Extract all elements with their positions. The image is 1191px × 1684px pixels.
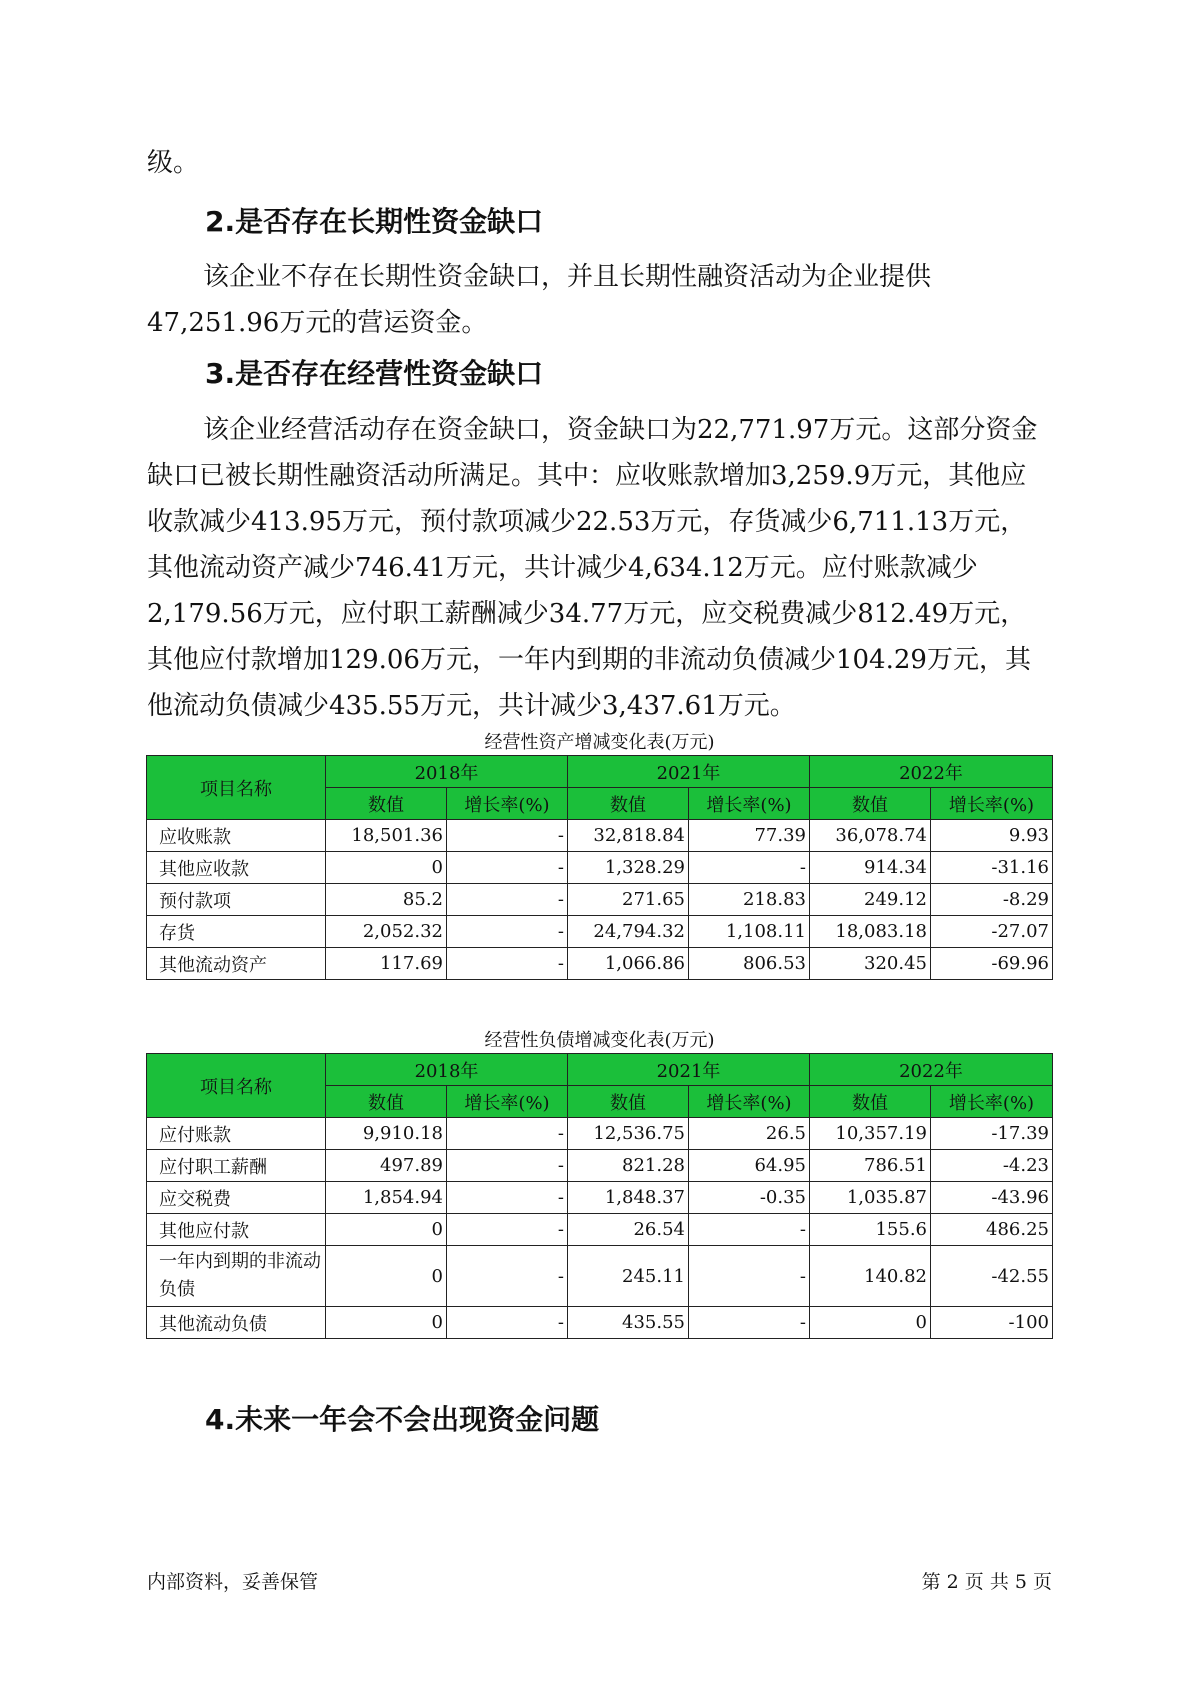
column-header-value: 数值	[810, 1086, 931, 1118]
cell-growth-rate: -31.16	[931, 852, 1053, 884]
cell-growth-rate: -	[447, 852, 568, 884]
table-header-row	[147, 756, 1053, 788]
cell-value: 12,536.75	[568, 1118, 689, 1150]
row-item-name: 其他应付款	[147, 1214, 326, 1246]
column-header-item: 项目名称	[147, 756, 326, 820]
cell-growth-rate: -	[447, 884, 568, 916]
cell-value: 9,910.18	[326, 1118, 447, 1150]
column-header-rate: 增长率(%)	[689, 788, 810, 820]
table-row	[147, 1307, 1053, 1339]
cell-growth-rate: -0.35	[689, 1182, 810, 1214]
cell-value: 155.6	[810, 1214, 931, 1246]
cell-value: 821.28	[568, 1150, 689, 1182]
cell-value: 786.51	[810, 1150, 931, 1182]
row-item-name: 其他应收款	[147, 852, 326, 884]
cell-growth-rate: -42.55	[931, 1246, 1053, 1307]
column-header-rate: 增长率(%)	[689, 1086, 810, 1118]
row-item-name: 存货	[147, 916, 326, 948]
cell-growth-rate: -	[447, 1307, 568, 1339]
cell-value: 1,848.37	[568, 1182, 689, 1214]
section-2-heading: 2.是否存在长期性资金缺口	[205, 205, 544, 238]
section-4-heading: 4.未来一年会不会出现资金问题	[205, 1403, 600, 1436]
column-header-year: 2022年	[810, 756, 1053, 788]
cell-growth-rate: -69.96	[931, 948, 1053, 980]
cell-growth-rate: -	[447, 1150, 568, 1182]
cell-value: 0	[326, 852, 447, 884]
cell-value: 2,052.32	[326, 916, 447, 948]
cell-growth-rate: -	[447, 1214, 568, 1246]
table-1-caption: 经营性资产增减变化表(万元)	[484, 732, 715, 753]
cell-growth-rate: -17.39	[931, 1118, 1053, 1150]
cell-growth-rate: -43.96	[931, 1182, 1053, 1214]
cell-growth-rate: -	[447, 820, 568, 852]
column-header-value: 数值	[326, 788, 447, 820]
cell-growth-rate: 1,108.11	[689, 916, 810, 948]
table-row	[147, 852, 1053, 884]
cell-value: 26.54	[568, 1214, 689, 1246]
cell-growth-rate: -100	[931, 1307, 1053, 1339]
cell-growth-rate: -	[689, 1246, 810, 1307]
column-header-value: 数值	[568, 1086, 689, 1118]
cell-value: 497.89	[326, 1150, 447, 1182]
cell-growth-rate: -	[689, 852, 810, 884]
table-row	[147, 1214, 1053, 1246]
column-header-year: 2021年	[568, 756, 810, 788]
cell-growth-rate: -	[447, 1118, 568, 1150]
cell-growth-rate: 9.93	[931, 820, 1053, 852]
section-3-heading: 3.是否存在经营性资金缺口	[205, 357, 544, 390]
section-2-paragraph: 该企业不存在长期性资金缺口，并且长期性融资活动为企业提供47,251.96万元的营运资金。	[147, 262, 932, 338]
row-item-name: 应付职工薪酬	[147, 1150, 326, 1182]
cell-value: 32,818.84	[568, 820, 689, 852]
cell-value: 1,854.94	[326, 1182, 447, 1214]
row-item-name: 其他流动资产	[147, 948, 326, 980]
cell-growth-rate: -4.23	[931, 1150, 1053, 1182]
table-row	[147, 1118, 1053, 1150]
cell-growth-rate: 806.53	[689, 948, 810, 980]
operating-assets-table	[146, 755, 1053, 980]
cell-value: 249.12	[810, 884, 931, 916]
row-item-name: 其他流动负债	[147, 1307, 326, 1339]
cell-growth-rate: -	[447, 1246, 568, 1307]
table-row	[147, 820, 1053, 852]
row-item-name: 一年内到期的非流动负债	[147, 1246, 326, 1307]
table-header-row	[147, 1054, 1053, 1086]
cell-growth-rate: 486.25	[931, 1214, 1053, 1246]
section-3-paragraph: 该企业经营活动存在资金缺口，资金缺口为22,771.97万元。这部分资金缺口已被长期性融资活动所满足。其中：应收账款增加3,259.9万元，其他应收款减少413.95万元，预付款项减少22.53万元，存货减少6,711.13万元，其他流动资产减少746.41万元，共计减少4,634.12万元。应付账款减少2,179.56万元，应付职工薪酬减少34.77万元，应交税费减少812.49万元，其他应付款增加129.06万元，一年内到期的非流动负债减少104.29万元，其他流动负债减少435.55万元，共计减少3,437.61万元。	[147, 415, 1038, 721]
table-row	[147, 1150, 1053, 1182]
table-2-caption: 经营性负债增减变化表(万元)	[484, 1030, 715, 1051]
cell-growth-rate: -	[689, 1214, 810, 1246]
footer-confidential-note: 内部资料，妥善保管	[147, 1571, 319, 1593]
cell-value: 18,083.18	[810, 916, 931, 948]
cell-growth-rate: -	[447, 1182, 568, 1214]
operating-liabilities-table	[146, 1053, 1053, 1339]
column-header-year: 2021年	[568, 1054, 810, 1086]
cell-growth-rate: -27.07	[931, 916, 1053, 948]
column-header-rate: 增长率(%)	[447, 1086, 568, 1118]
column-header-value: 数值	[810, 788, 931, 820]
column-header-year: 2022年	[810, 1054, 1053, 1086]
cell-growth-rate: 77.39	[689, 820, 810, 852]
cell-value: 1,328.29	[568, 852, 689, 884]
row-item-name: 应交税费	[147, 1182, 326, 1214]
row-item-name: 应收账款	[147, 820, 326, 852]
row-item-name: 应付账款	[147, 1118, 326, 1150]
cell-value: 0	[326, 1307, 447, 1339]
cell-value: 1,035.87	[810, 1182, 931, 1214]
column-header-value: 数值	[326, 1086, 447, 1118]
cell-value: 18,501.36	[326, 820, 447, 852]
cell-value: 914.34	[810, 852, 931, 884]
cell-value: 245.11	[568, 1246, 689, 1307]
cell-value: 435.55	[568, 1307, 689, 1339]
cell-growth-rate: 64.95	[689, 1150, 810, 1182]
table-row	[147, 1182, 1053, 1214]
cell-growth-rate: 218.83	[689, 884, 810, 916]
column-header-year: 2018年	[326, 756, 568, 788]
column-header-year: 2018年	[326, 1054, 568, 1086]
cell-growth-rate: -	[447, 916, 568, 948]
cell-value: 140.82	[810, 1246, 931, 1307]
cell-value: 117.69	[326, 948, 447, 980]
cell-value: 24,794.32	[568, 916, 689, 948]
column-header-item: 项目名称	[147, 1054, 326, 1118]
column-header-rate: 增长率(%)	[931, 788, 1053, 820]
column-header-value: 数值	[568, 788, 689, 820]
cell-growth-rate: -8.29	[931, 884, 1053, 916]
cell-value: 36,078.74	[810, 820, 931, 852]
paragraph-intro-tail: 级。	[147, 148, 200, 178]
footer-page-number: 第 2 页 共 5 页	[921, 1571, 1052, 1593]
cell-value: 10,357.19	[810, 1118, 931, 1150]
cell-value: 320.45	[810, 948, 931, 980]
cell-value: 0	[810, 1307, 931, 1339]
table-row	[147, 916, 1053, 948]
column-header-rate: 增长率(%)	[447, 788, 568, 820]
cell-growth-rate: -	[689, 1307, 810, 1339]
cell-value: 0	[326, 1214, 447, 1246]
cell-value: 0	[326, 1246, 447, 1307]
table-row	[147, 948, 1053, 980]
cell-growth-rate: 26.5	[689, 1118, 810, 1150]
row-item-name: 预付款项	[147, 884, 326, 916]
column-header-rate: 增长率(%)	[931, 1086, 1053, 1118]
cell-value: 1,066.86	[568, 948, 689, 980]
table-row	[147, 884, 1053, 916]
cell-value: 271.65	[568, 884, 689, 916]
cell-growth-rate: -	[447, 948, 568, 980]
table-row	[147, 1246, 1053, 1307]
cell-value: 85.2	[326, 884, 447, 916]
